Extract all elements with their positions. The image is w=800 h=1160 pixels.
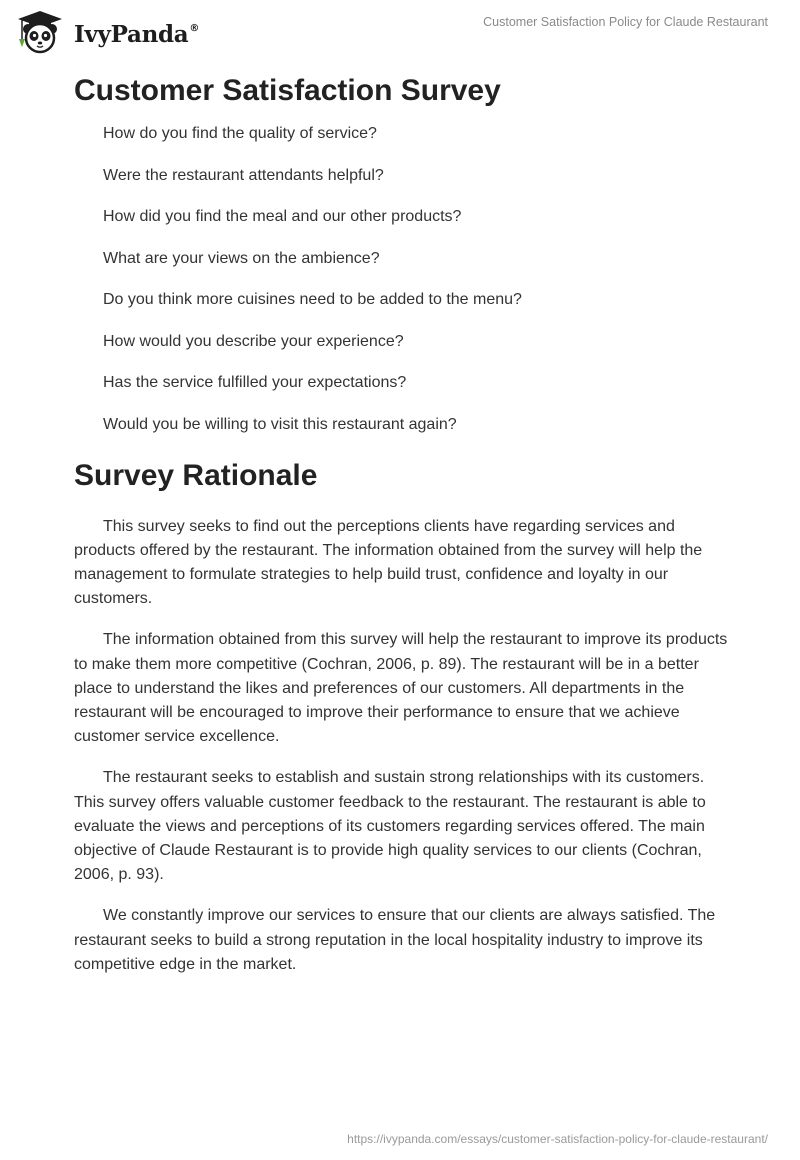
rationale-paragraph: This survey seeks to find out the perceptions clients have regarding services and products offered by the restaurant. The information obtained from the survey will help the management to formulate strategies to help build trust, confidence and loyalty in our customers. xyxy=(74,517,703,608)
survey-question: How do you find the quality of service? xyxy=(103,125,377,142)
survey-question: Has the service fulfilled your expectations? xyxy=(103,374,407,391)
document-title: Customer Satisfaction Policy for Claude Restaurant xyxy=(483,15,768,29)
article-body xyxy=(74,72,734,994)
survey-question: How would you describe your experience? xyxy=(103,332,404,350)
rationale-paragraph: We constantly improve our services to ensure that our clients are always satisfied. The restaurant seeks to build a strong reputation in the local hospitality industry to improve its competitive edge in the market. xyxy=(74,907,716,973)
survey-question: Do you think more cuisines need to be added to the menu? xyxy=(103,291,522,308)
panda-graduate-icon xyxy=(14,9,66,55)
ivypanda-logo[interactable] xyxy=(14,8,199,56)
registered-mark: ® xyxy=(189,22,200,34)
rationale-paragraph: The information obtained from this survey will help the restaurant to improve its products to make them more competitive (Cochran, 2006, p. 89). The restaurant will be in a better place to understand the likes and preferences of our customers. All departments in the restaurant will be encouraged to improve their performance to ensure that we achieve customer service excellence. xyxy=(74,631,728,746)
rationale-heading: Survey Rationale xyxy=(74,458,318,492)
survey-heading: Customer Satisfaction Survey xyxy=(74,74,501,107)
rationale-paragraph: The restaurant seeks to establish and sustain strong relationships with its customers. This survey offers valuable customer feedback to the restaurant. The restaurant is able to evaluate the views and perceptions of its customers regarding services offered. The main objective of Claude Restaurant is to provide high quality services to our clients (Cochran, 2006, p. 93). xyxy=(74,769,706,884)
brand-name: IvyPanda® xyxy=(74,20,200,48)
survey-question: How did you find the meal and our other products? xyxy=(103,208,462,225)
source-url[interactable]: https://ivypanda.com/essays/customer-satisfaction-policy-for-claude-restaurant/ xyxy=(347,1132,768,1146)
survey-question: What are your views on the ambience? xyxy=(103,249,380,267)
survey-question-list xyxy=(103,124,734,435)
page-header xyxy=(0,0,800,62)
survey-question: Were the restaurant attendants helpful? xyxy=(103,166,384,184)
survey-question: Would you be willing to visit this restaurant again? xyxy=(103,415,457,433)
